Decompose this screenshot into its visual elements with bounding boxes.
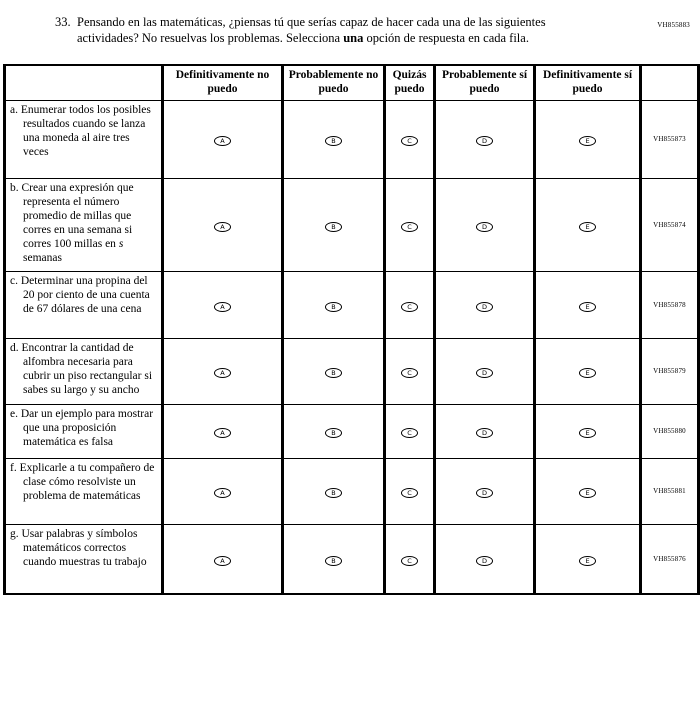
- answer-bubble-c[interactable]: C: [401, 222, 418, 232]
- option-cell: [535, 100, 641, 178]
- activity-text: [10, 527, 158, 569]
- question-text-part2: opción de respuesta en cada fila.: [363, 30, 529, 45]
- answer-bubble-d[interactable]: D: [476, 302, 493, 312]
- option-cell: [163, 458, 283, 524]
- row-letter: c.: [10, 274, 21, 287]
- activity-header-empty: [5, 65, 163, 100]
- option-cell: [283, 404, 385, 458]
- activity-cell: [5, 404, 163, 458]
- answer-bubble-a[interactable]: A: [214, 368, 231, 378]
- column-header-5: Definitivamente sí puedo: [535, 65, 641, 100]
- activity-cell: [5, 524, 163, 594]
- answer-bubble-d[interactable]: D: [476, 428, 493, 438]
- item-code: VH855880: [641, 404, 699, 458]
- answer-bubble-a[interactable]: A: [214, 428, 231, 438]
- response-table: [3, 64, 700, 595]
- answer-bubble-d[interactable]: D: [476, 488, 493, 498]
- option-cell: [535, 404, 641, 458]
- column-header-3: Quizás puedo: [385, 65, 435, 100]
- activity-cell: [5, 338, 163, 404]
- answer-bubble-b[interactable]: B: [325, 428, 342, 438]
- option-cell: [163, 404, 283, 458]
- option-cell: [435, 338, 535, 404]
- option-cell: [385, 178, 435, 271]
- answer-bubble-e[interactable]: E: [579, 136, 596, 146]
- answer-bubble-c[interactable]: C: [401, 136, 418, 146]
- activity-cell: [5, 100, 163, 178]
- answer-bubble-e[interactable]: E: [579, 368, 596, 378]
- activity-text: [10, 103, 158, 159]
- option-cell: [435, 524, 535, 594]
- row-letter: d.: [10, 341, 22, 354]
- answer-bubble-c[interactable]: C: [401, 556, 418, 566]
- answer-bubble-a[interactable]: A: [214, 556, 231, 566]
- option-cell: [435, 404, 535, 458]
- row-letter: e.: [10, 407, 21, 420]
- activity-text: [10, 407, 158, 449]
- option-cell: [385, 338, 435, 404]
- answer-bubble-e[interactable]: E: [579, 556, 596, 566]
- option-cell: [163, 100, 283, 178]
- column-header-4: Probablemente sí puedo: [435, 65, 535, 100]
- activity-cell: [5, 178, 163, 271]
- activity-text-segment: Enumerar todos los posibles resultados cuando se lanza una moneda al aire tres veces: [20, 103, 151, 158]
- answer-bubble-c[interactable]: C: [401, 302, 418, 312]
- item-code: VH855879: [641, 338, 699, 404]
- answer-bubble-b[interactable]: B: [325, 136, 342, 146]
- activity-cell: [5, 458, 163, 524]
- option-cell: [385, 271, 435, 338]
- activity-cell: [5, 271, 163, 338]
- answer-bubble-e[interactable]: E: [579, 488, 596, 498]
- option-cell: [283, 338, 385, 404]
- option-cell: [283, 100, 385, 178]
- item-code: VH855873: [641, 100, 699, 178]
- row-letter: g.: [10, 527, 22, 540]
- option-cell: [163, 338, 283, 404]
- activity-text: [10, 181, 158, 265]
- option-cell: [435, 178, 535, 271]
- option-cell: [535, 178, 641, 271]
- activity-text-segment: Determinar una propina del 20 por ciento de una cuenta de 67 dólares de una cena: [20, 274, 150, 315]
- option-cell: [435, 271, 535, 338]
- answer-bubble-e[interactable]: E: [579, 428, 596, 438]
- item-code: VH855874: [641, 178, 699, 271]
- activity-text-segment: Usar palabras y símbolos matemáticos correctos cuando muestras tu trabajo: [21, 527, 147, 568]
- answer-bubble-e[interactable]: E: [579, 302, 596, 312]
- option-cell: [283, 458, 385, 524]
- answer-bubble-b[interactable]: B: [325, 556, 342, 566]
- option-cell: [535, 524, 641, 594]
- answer-bubble-c[interactable]: C: [401, 368, 418, 378]
- option-cell: [435, 100, 535, 178]
- column-header-1: Definitivamente no puedo: [163, 65, 283, 100]
- answer-bubble-b[interactable]: B: [325, 488, 342, 498]
- table-row-a: [5, 100, 699, 178]
- option-cell: [535, 458, 641, 524]
- answer-bubble-d[interactable]: D: [476, 136, 493, 146]
- table-row-g: [5, 524, 699, 594]
- activity-text: [10, 461, 158, 503]
- option-cell: [283, 178, 385, 271]
- option-cell: [385, 524, 435, 594]
- activity-text: [10, 341, 158, 397]
- option-cell: [283, 524, 385, 594]
- option-cell: [535, 271, 641, 338]
- option-cell: [385, 458, 435, 524]
- activity-text-segment: Encontrar la cantidad de alfombra necesaria para cubrir un piso rectangular si sabes su largo y su ancho: [21, 341, 153, 396]
- table-row-b: [5, 178, 699, 271]
- option-cell: [535, 338, 641, 404]
- italic-variable: s: [118, 237, 124, 250]
- row-letter: f.: [10, 461, 20, 474]
- option-cell: [163, 524, 283, 594]
- question-number: 33.: [55, 15, 71, 29]
- answer-bubble-c[interactable]: C: [401, 428, 418, 438]
- question-text: [77, 15, 560, 46]
- column-header-2: Probablemente no puedo: [283, 65, 385, 100]
- answer-bubble-d[interactable]: D: [476, 222, 493, 232]
- answer-bubble-b[interactable]: B: [325, 302, 342, 312]
- table-header-row: [5, 65, 699, 100]
- table-row-c: [5, 271, 699, 338]
- answer-bubble-b[interactable]: B: [325, 222, 342, 232]
- answer-bubble-a[interactable]: A: [214, 136, 231, 146]
- question-block: [55, 15, 560, 46]
- question-text-part1: Pensando en las matemáticas, ¿piensas tú que serías capaz de hacer cada una de las siguientes actividades? No resuelvas los problemas. Selecciona: [77, 15, 546, 45]
- answer-bubble-c[interactable]: C: [401, 488, 418, 498]
- item-code: VH855878: [641, 271, 699, 338]
- item-code: VH855876: [641, 524, 699, 594]
- table-row-f: [5, 458, 699, 524]
- table-row-d: [5, 338, 699, 404]
- table-row-e: [5, 404, 699, 458]
- answer-bubble-d[interactable]: D: [476, 556, 493, 566]
- activity-text-segment: Dar un ejemplo para mostrar que una proposición matemática es falsa: [20, 407, 154, 448]
- answer-bubble-e[interactable]: E: [579, 222, 596, 232]
- option-cell: [163, 271, 283, 338]
- item-code: VH855881: [641, 458, 699, 524]
- answer-bubble-a[interactable]: A: [214, 302, 231, 312]
- answer-bubble-d[interactable]: D: [476, 368, 493, 378]
- row-letter: a.: [10, 103, 21, 116]
- answer-bubble-a[interactable]: A: [214, 222, 231, 232]
- answer-bubble-a[interactable]: A: [214, 488, 231, 498]
- answer-bubble-b[interactable]: B: [325, 368, 342, 378]
- option-cell: [385, 100, 435, 178]
- option-cell: [163, 178, 283, 271]
- activity-text-segment: Crear una expresión que representa el número promedio de millas que corres en una semana si corres 100 millas en: [21, 181, 134, 250]
- question-bold-word: una: [343, 30, 364, 45]
- form-item-code: VH855883: [657, 21, 690, 29]
- option-cell: [283, 271, 385, 338]
- activity-text-segment: semanas: [23, 251, 62, 264]
- activity-text-segment: Explicarle a tu compañero de clase cómo resolviste un problema de matemáticas: [19, 461, 155, 502]
- option-cell: [385, 404, 435, 458]
- activity-text: [10, 274, 158, 316]
- option-cell: [435, 458, 535, 524]
- row-letter: b.: [10, 181, 22, 194]
- code-header-empty: [641, 65, 699, 100]
